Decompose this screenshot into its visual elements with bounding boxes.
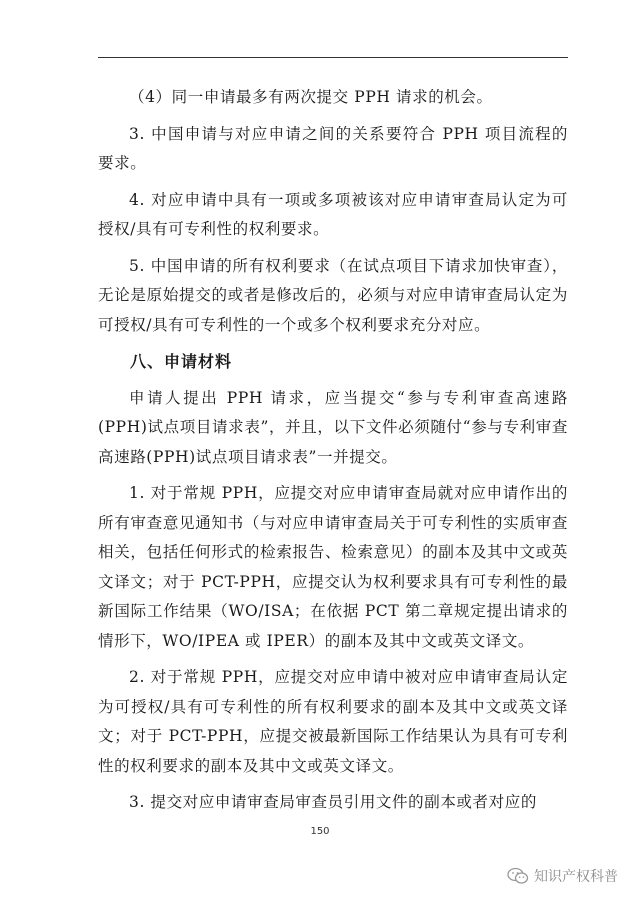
page-number: 150 — [310, 826, 330, 837]
watermark-text: 知识产权科普 — [534, 869, 618, 885]
paragraph-rule-4: （4）同一申请最多有两次提交 PPH 请求的机会。 — [129, 88, 493, 106]
section-heading: 八、申请材料 — [130, 352, 233, 371]
document-body — [98, 83, 568, 825]
header-rule — [98, 57, 568, 58]
paragraph-item-3: 3. 中国申请与对应申请之间的关系要符合 PPH 项目流程的要求。 — [98, 124, 568, 172]
paragraph-material-1: 1. 对于常规 PPH，应提交对应申请审查局就对应申请作出的所有审查意见通知书（与对应申请审查局关于可专利性的实质审查相关，包括任何形式的检索报告、检索意见）的副本及其中文或英文译文；对于 PCT-PPH，应提交认为权利要求具有可专利性的最新国际工作结果（WO/ISA；在依据 PCT 第二章规定提出请求的情形下，WO/IPEA 或 IPER）的副本及其中文或英文译文。 — [98, 484, 568, 650]
paragraph-item-4: 4. 对应申请中具有一项或多项被该对应申请审查局认定为可授权/具有可专利性的权利要求。 — [98, 190, 568, 238]
paragraph-item-5: 5. 中国申请的所有权利要求（在试点项目下请求加快审查），无论是原始提交的或者是修改后的，必须与对应申请审查局认定为可授权/具有可专利性的一个或多个权利要求充分对应。 — [98, 256, 568, 334]
paragraph-material-3: 3. 提交对应申请审查局审查员引用文件的副本或者对应的 — [129, 793, 537, 811]
wechat-icon — [507, 867, 529, 885]
paragraph-intro: 申请人提出 PPH 请求，应当提交“参与专利审查高速路(PPH)试点项目请求表”，并且，以下文件必须随付“参与专利审查高速路(PPH)试点项目请求表”一并提交。 — [98, 388, 568, 466]
watermark — [507, 866, 618, 886]
paragraph-material-2: 2. 对于常规 PPH，应提交对应申请中被对应申请审查局认定为可授权/具有可专利性的所有权利要求的副本及其中文或英文译文；对于 PCT-PPH，应提交被最新国际工作结果认为具有可专利性的权利要求的副本及其中文或英文译文。 — [98, 668, 568, 775]
